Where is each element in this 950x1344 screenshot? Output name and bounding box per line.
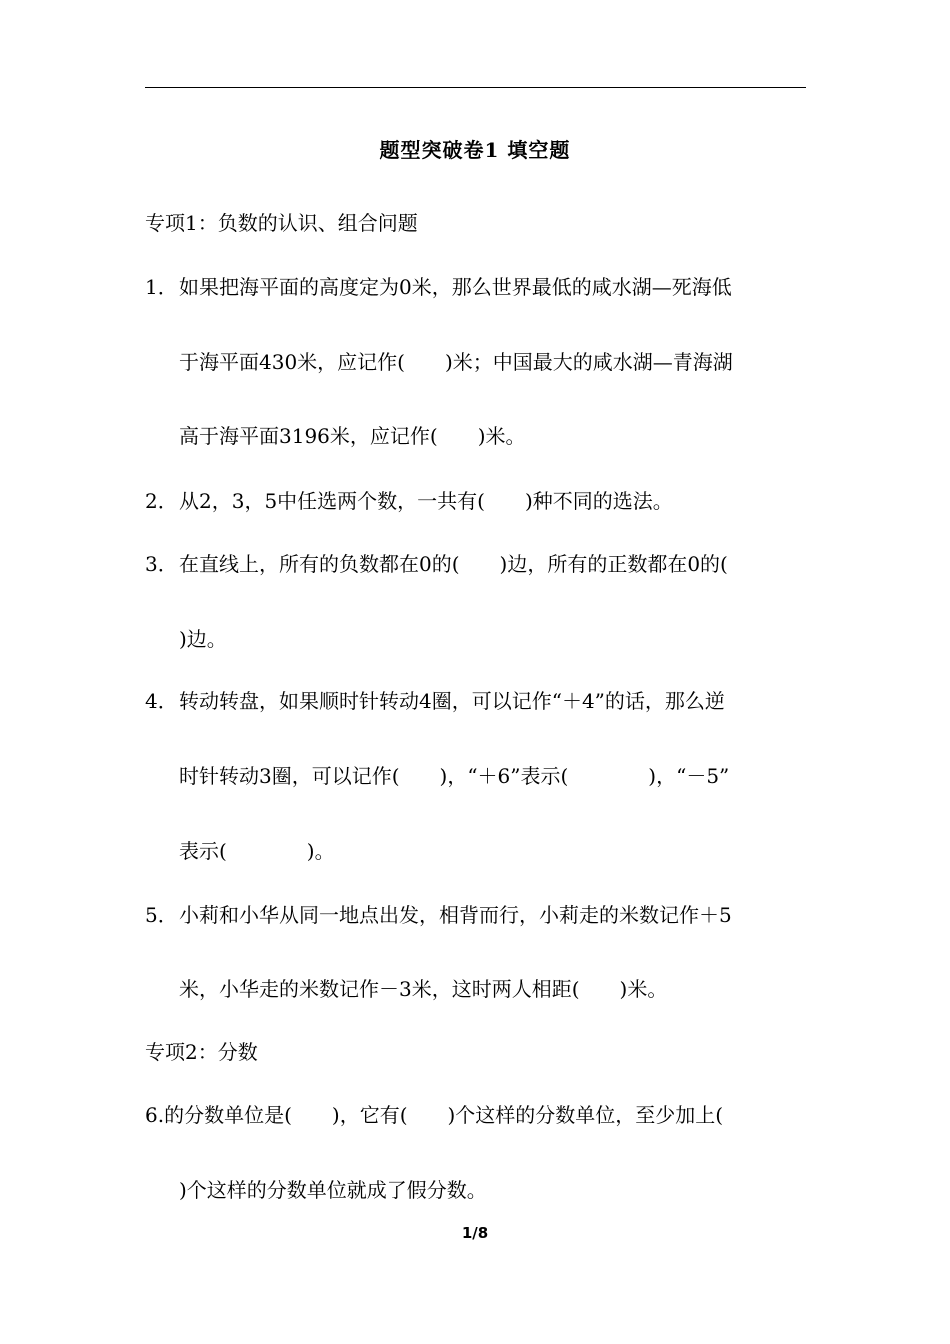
question-number: 1． xyxy=(145,275,178,299)
question-text-line: 在直线上，所有的负数都在0的( )边，所有的正数都在0的( xyxy=(179,552,728,576)
question-1-line-3: 高于海平面3196米，应记作( )米。 xyxy=(179,424,526,448)
question-5-line-2: 米，小华走的米数记作－3米，这时两人相距( )米。 xyxy=(179,977,668,1001)
question-text-line: 如果把海平面的高度定为0米，那么世界最低的咸水湖—死海低 xyxy=(179,275,732,299)
question-number: 6. xyxy=(145,1103,165,1127)
question-4-line-3: 表示( )。 xyxy=(179,839,335,863)
question-number: 3． xyxy=(145,552,178,576)
question-text-line: 转动转盘，如果顺时针转动4圈，可以记作“＋4”的话，那么逆 xyxy=(179,689,725,713)
header-rule xyxy=(145,87,806,88)
question-number: 4． xyxy=(145,689,178,713)
question-4-line-2: 时针转动3圈，可以记作( )，“＋6”表示( )，“－5” xyxy=(179,764,730,788)
question-number: 5． xyxy=(145,903,178,927)
question-6 xyxy=(145,1101,723,1129)
question-4 xyxy=(145,687,725,715)
question-text-line: 小莉和小华从同一地点出发，相背而行，小莉走的米数记作＋5 xyxy=(179,903,732,927)
question-number: 2． xyxy=(145,489,178,513)
question-5 xyxy=(145,901,732,929)
question-3 xyxy=(145,550,728,578)
question-1 xyxy=(145,273,732,301)
section-heading-1: 专项1：负数的认识、组合问题 xyxy=(145,211,418,235)
question-text-line: 从2，3，5中任选两个数，一共有( )种不同的选法。 xyxy=(179,489,673,513)
question-2 xyxy=(145,487,673,515)
question-6-line-2: )个这样的分数单位就成了假分数。 xyxy=(179,1178,487,1202)
page-title: 题型突破卷1 填空题 xyxy=(379,138,571,162)
page-number: 1/8 xyxy=(461,1224,489,1242)
question-text-line: 的分数单位是( )，它有( )个这样的分数单位，至少加上( xyxy=(164,1103,724,1127)
question-3-line-2: )边。 xyxy=(179,627,227,651)
section-heading-2: 专项2：分数 xyxy=(145,1040,258,1064)
question-1-line-2: 于海平面430米，应记作( )米；中国最大的咸水湖—青海湖 xyxy=(179,350,733,374)
